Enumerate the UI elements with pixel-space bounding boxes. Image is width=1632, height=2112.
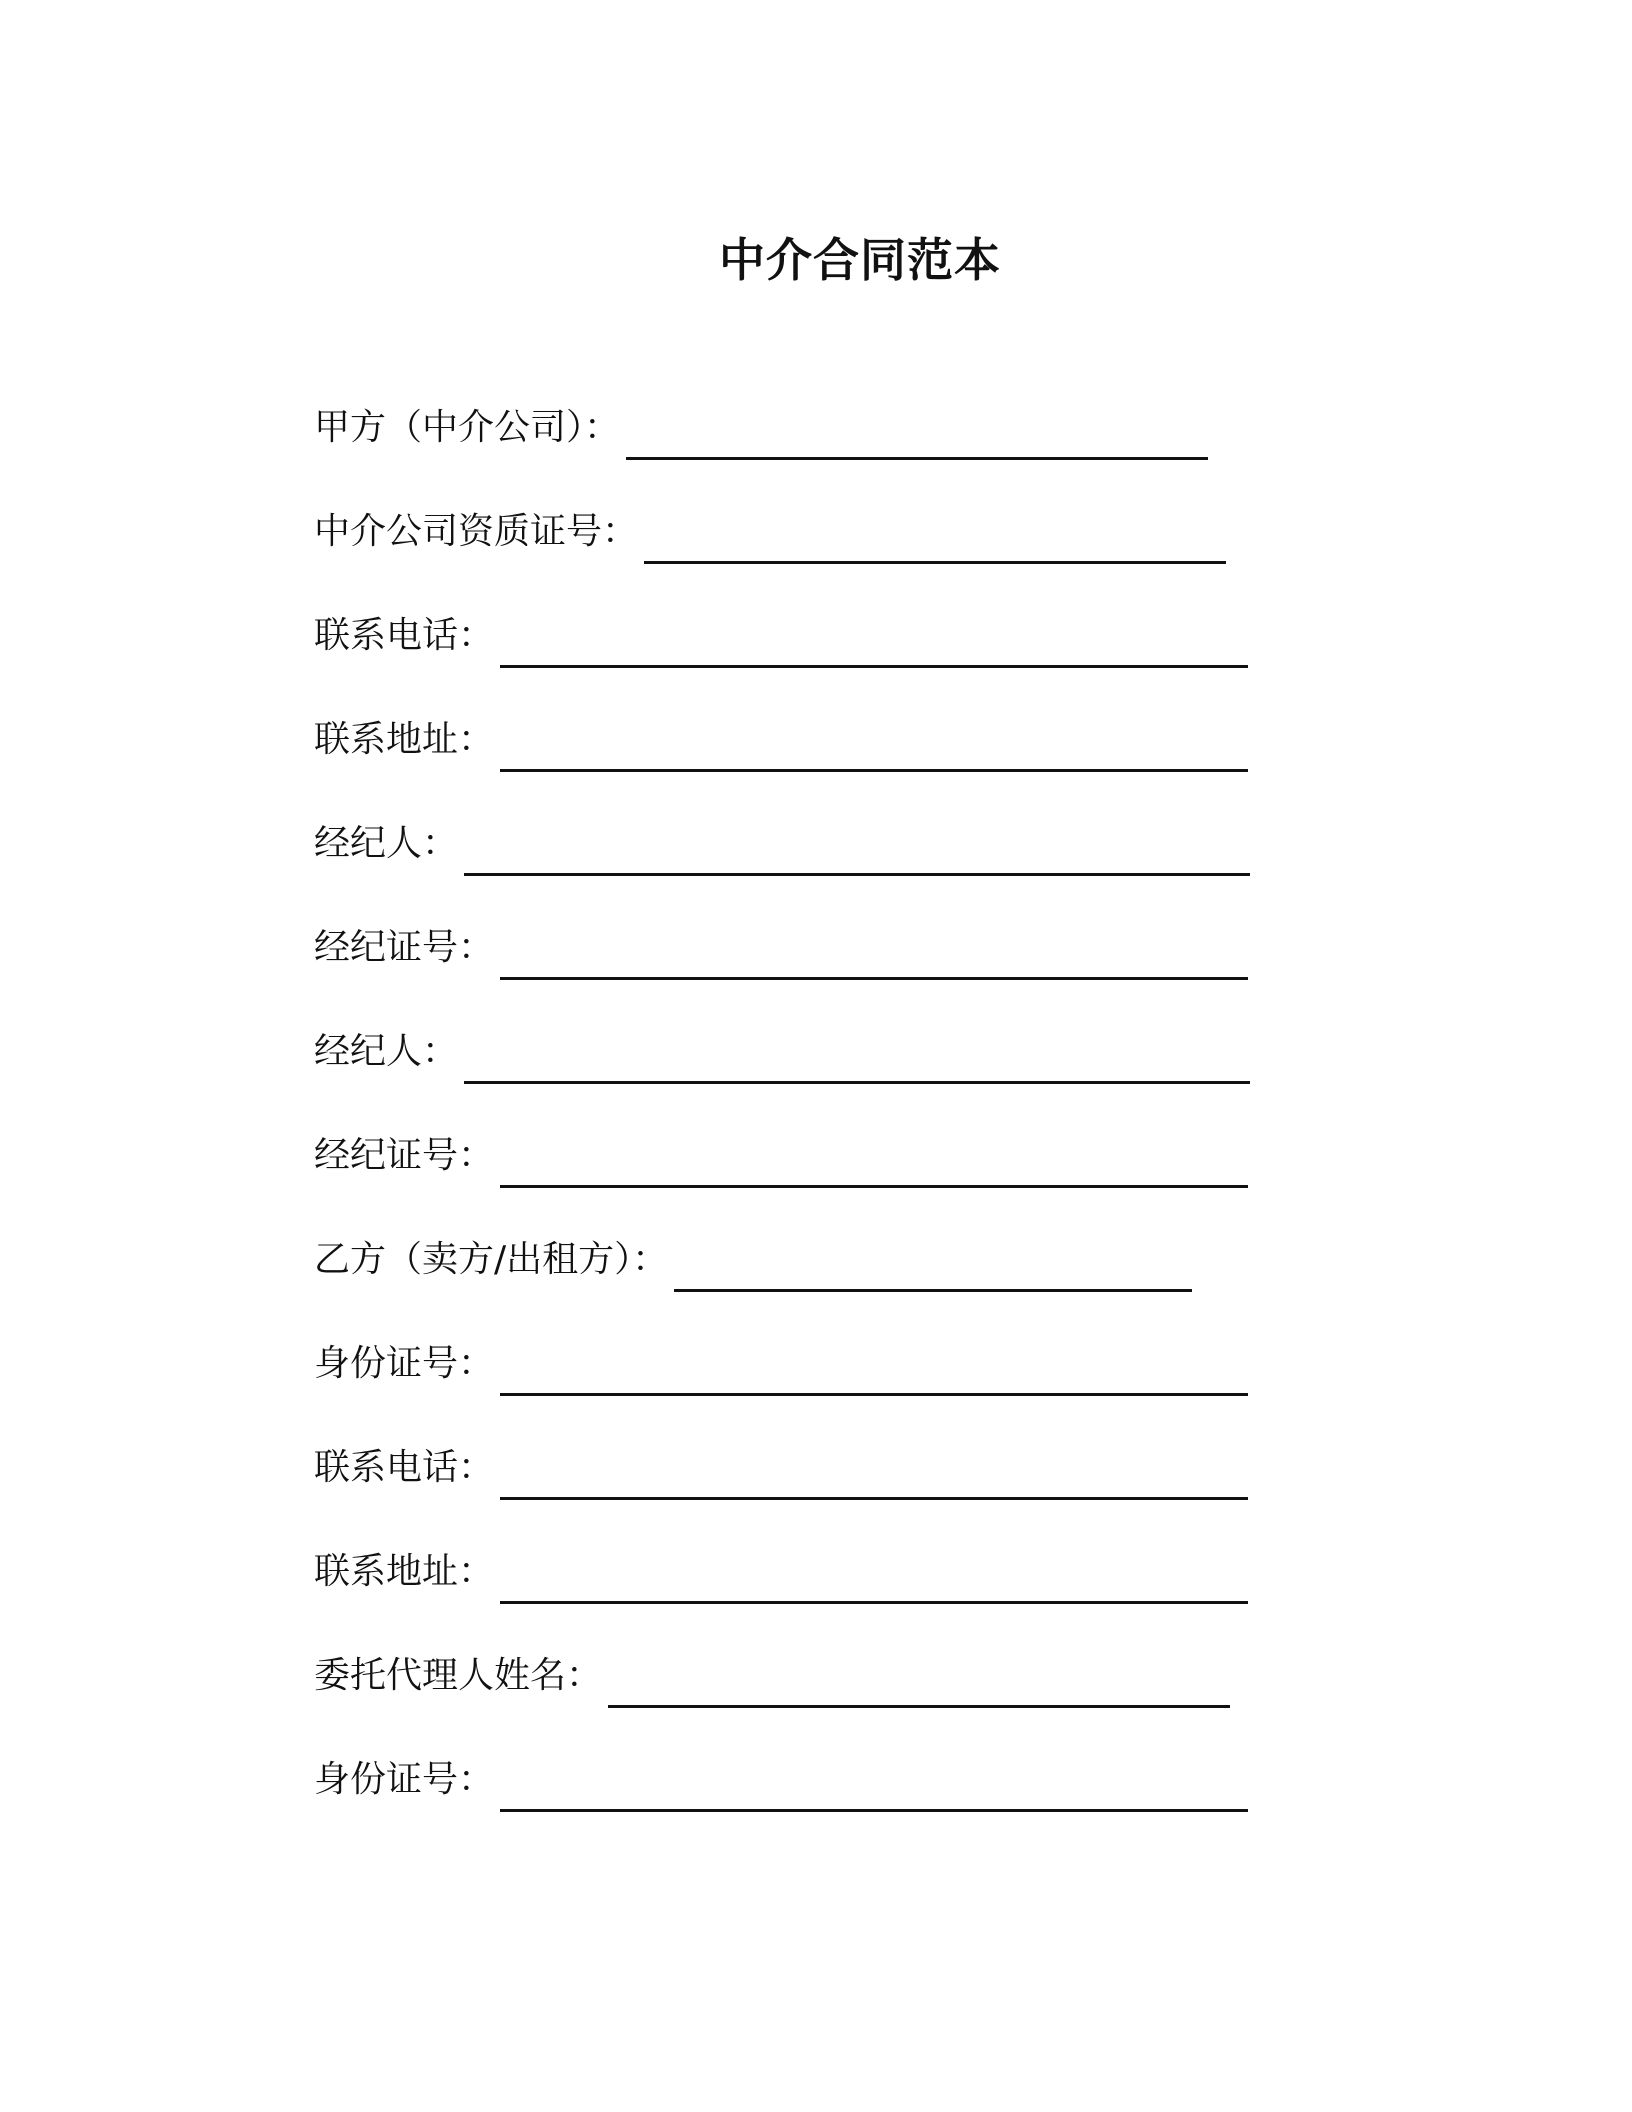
field-row-agent-license-2 — [314, 1130, 1314, 1234]
field-row-proxy-name — [314, 1650, 1314, 1754]
blank-line — [500, 1344, 1248, 1396]
field-row-phone-b — [314, 1442, 1314, 1546]
field-label: 甲方（中介公司）： — [314, 407, 621, 448]
field-label: 乙方（卖方/出租方）： — [314, 1239, 669, 1280]
blank-line — [674, 1240, 1192, 1292]
blank-line — [500, 1136, 1248, 1188]
field-row-agent — [314, 818, 1314, 922]
blank-line — [626, 408, 1208, 460]
field-row-agent-license — [314, 922, 1314, 1026]
field-row-address-b — [314, 1546, 1314, 1650]
field-label: 经纪人： — [314, 823, 459, 864]
blank-line — [608, 1656, 1230, 1708]
blank-line — [500, 616, 1248, 668]
field-label: 经纪证号： — [314, 927, 495, 968]
field-label: 委托代理人姓名： — [314, 1655, 603, 1696]
field-row-agent-2 — [314, 1026, 1314, 1130]
field-label: 身份证号： — [314, 1343, 495, 1384]
field-row-proxy-id — [314, 1754, 1314, 1858]
blank-line — [500, 1552, 1248, 1604]
field-row-id-number — [314, 1338, 1314, 1442]
field-label: 经纪证号： — [314, 1135, 495, 1176]
field-row-party-b — [314, 1234, 1314, 1338]
blank-line — [500, 1448, 1248, 1500]
field-row-party-a — [314, 402, 1314, 506]
field-row-phone — [314, 610, 1314, 714]
blank-line — [500, 928, 1248, 980]
blank-line — [500, 720, 1248, 772]
blank-line — [464, 824, 1250, 876]
field-label: 联系电话： — [314, 615, 495, 656]
field-label: 中介公司资质证号： — [314, 511, 639, 552]
party-info-form — [314, 402, 1314, 1858]
field-label: 经纪人： — [314, 1031, 459, 1072]
field-label: 联系地址： — [314, 719, 495, 760]
field-label: 联系电话： — [314, 1447, 495, 1488]
field-label: 联系地址： — [314, 1551, 495, 1592]
field-row-address — [314, 714, 1314, 818]
blank-line — [464, 1032, 1250, 1084]
blank-line — [500, 1760, 1248, 1812]
document-title: 中介合同范本 — [719, 233, 1001, 287]
field-label: 身份证号： — [314, 1759, 495, 1800]
blank-line — [644, 512, 1226, 564]
field-row-agency-license — [314, 506, 1314, 610]
